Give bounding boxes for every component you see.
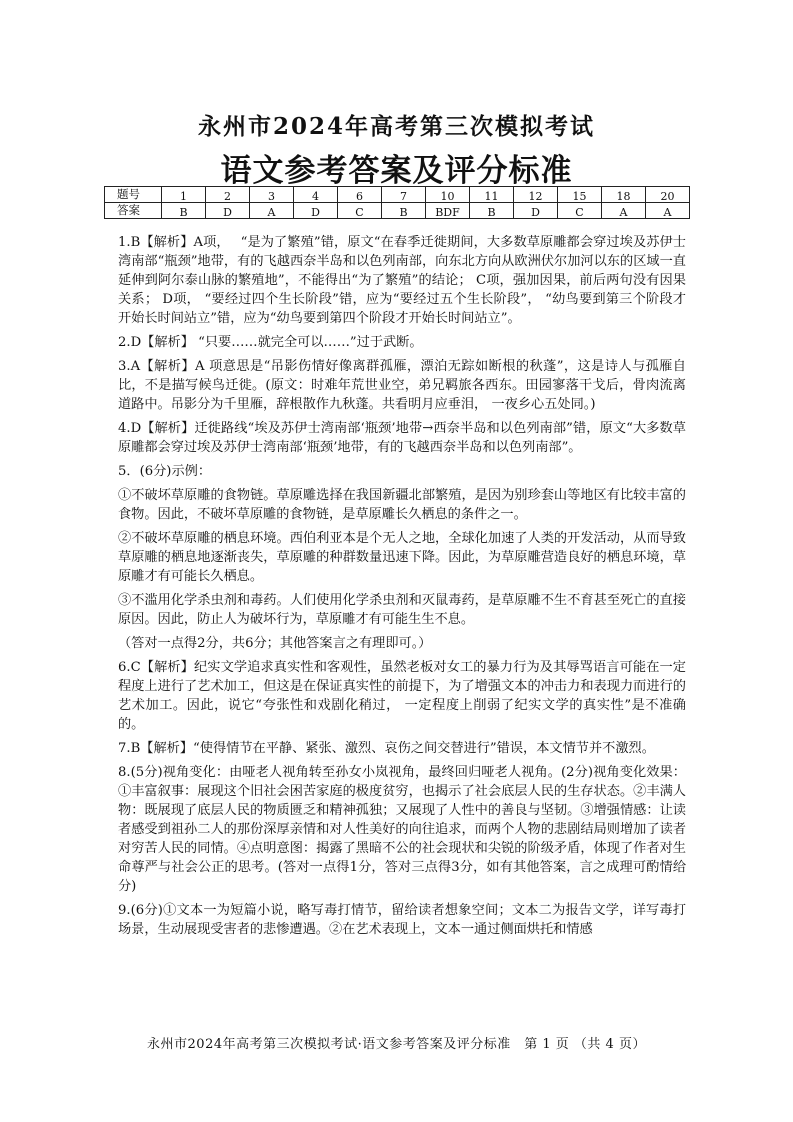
question-number-row	[105, 187, 690, 203]
explanation-q2: 2.D【解析】 “只要……就完全可以……”过于武断。	[118, 335, 423, 350]
question-number: 20	[646, 187, 690, 203]
answer-cell: A	[646, 203, 690, 219]
answer-cell: C	[558, 203, 602, 219]
answer-cell: B	[470, 203, 514, 219]
question-number: 1	[162, 187, 206, 203]
question-number: 18	[602, 187, 646, 203]
answer-cell: B	[162, 203, 206, 219]
explanation-q6: 6.C【解析】纪实文学追求真实性和客观性，虽然老板对女工的暴力行为及其辱骂语言可能在一定程度上进行了艺术加工，但这是在保证真实性的前提下，为了增强文本的冲击力和表现力而进行的艺术加工。因此，说它“夸张性和戏剧化稍过， 一定程度上削弱了纪实文学的真实性”是不准确的。	[118, 660, 686, 732]
explanation-q5-scoring: （答对一点得2分，共6分；其他答案言之有理即可。）	[118, 636, 432, 651]
explanation-q3: 3.A【解析】A 项意思是“吊影伤情好像离群孤雁，漂泊无踪如断根的秋蓬”，这是诗人与孤雁自比，不是描写候鸟迁徙。(原文：时难年荒世业空，弟兄羁旅各西东。田园寥落干戈后，骨肉流离道路中。吊影分为千里雁，辞根散作九秋蓬。共看明月应垂泪， 一夜乡心五处同。)	[118, 359, 686, 412]
explanation-q5-heading: 5．(6分)示例：	[118, 464, 212, 479]
answer-cell: D	[294, 203, 338, 219]
question-number: 3	[250, 187, 294, 203]
explanation-q5-point3: ③不滥用化学杀虫剂和毒药。人们使用化学杀虫剂和灭鼠毒药，是草原雕不生不育甚至死亡的直接原因。因此，防止人为破坏行为，草原雕才有可能生生不息。	[118, 593, 686, 627]
question-number: 6	[338, 187, 382, 203]
explanation-q7: 7.B【解析】“使得情节在平静、紧张、激烈、哀伤之间交替进行”错误，本文情节并不激烈。	[118, 741, 655, 756]
row-label-answer: 答案	[105, 203, 162, 219]
row-label-question-number: 题号	[105, 187, 162, 203]
explanation-q9: 9.(6分)①文本一为短篇小说，略写毒打情节，留给读者想象空间；文本二为报告文学，详写毒打场景，生动展现受害者的悲惨遭遇。②在艺术表现上，文本一通过侧面烘托和情感	[118, 903, 686, 937]
answer-cell: B	[382, 203, 426, 219]
explanation-q8: 8.(5分)视角变化：由哑老人视角转至孙女小岚视角，最终回归哑老人视角。(2分)视角变化效果：①丰富叙事：展现这个旧社会困苦家庭的极度贫穷，也揭示了社会底层人民的生存状态。②丰满人物：既展现了底层人民的物质匮乏和精神孤独；又展现了人性中的善良与坚韧。③增强情感：让读者感受到祖孙二人的那份深厚亲情和对人性美好的向往追求，而两个人物的悲剧结局则增加了读者对穷苦人民的同情。④点明意图：揭露了黑暗不公的社会现状和尖锐的阶级矛盾，体现了作者对生命尊严与社会公正的思考。(答对一点得1分，答对三点得3分，如有其他答案，言之成理可酌情给分)	[118, 765, 686, 894]
question-number: 11	[470, 187, 514, 203]
answer-cell: D	[514, 203, 558, 219]
question-number: 12	[514, 187, 558, 203]
page-footer: 永州市2024年高考第三次模拟考试·语文参考答案及评分标准 第 1 页 （共 4 页）	[147, 1037, 646, 1052]
explanation-q5-point1: ①不破坏草原雕的食物链。草原雕选择在我国新疆北部繁殖，是因为别珍套山等地区有比较丰富的食物。因此，不破坏草原雕的食物链，是草原雕长久栖息的条件之一。	[118, 488, 686, 522]
explanation-q1: 1.B【解析】A项， “是为了繁殖”错，原文“在春季迁徙期间，大多数草原雕都会穿过埃及苏伊士湾南部“瓶颈”地带，有的飞越西奈半岛和以色列南部，向东北方向从欧洲伏尔加河以东的区域一直延伸到阿尔泰山脉的繁殖地”，不能得出“为了繁殖”的结论； C项，强加因果，前后两句没有因果关系； D项， “要经过四个生长阶段”错，应为“要经过五个生长阶段”， “幼鸟要到第三个阶段才开始长时间站立”错，应为“幼鸟要到第四个阶段才开始长时间站立”。	[118, 235, 686, 326]
exam-title: 永州市2024年高考第三次模拟考试	[197, 113, 595, 140]
answer-cell: BDF	[426, 203, 470, 219]
answer-cell: A	[602, 203, 646, 219]
question-number: 2	[206, 187, 250, 203]
answer-cell: C	[338, 203, 382, 219]
explanation-q5-point2: ②不破坏草原雕的栖息环境。西伯利亚本是个无人之地，全球化加速了人类的开发活动，从而导致草原雕的栖息地逐渐丧失，草原雕的种群数量迅速下降。因此，为草原雕营造良好的栖息环境，草原雕才有可能长久栖息。	[118, 531, 686, 584]
question-number: 4	[294, 187, 338, 203]
question-number: 7	[382, 187, 426, 203]
question-number: 15	[558, 187, 602, 203]
answer-cell: D	[206, 203, 250, 219]
answer-row	[105, 203, 690, 219]
answer-cell: A	[250, 203, 294, 219]
document-title: 语文参考答案及评分标准	[220, 153, 573, 189]
explanation-q4: 4.D【解析】迁徙路线“埃及苏伊士湾南部‘瓶颈’地带→西奈半岛和以色列南部”错，原文“大多数草原雕都会穿过埃及苏伊士湾南部‘瓶颈’地带，有的飞越西奈半岛和以色列南部”。	[118, 421, 686, 455]
answer-explanations	[118, 233, 686, 944]
question-number: 10	[426, 187, 470, 203]
answer-table	[104, 186, 690, 219]
